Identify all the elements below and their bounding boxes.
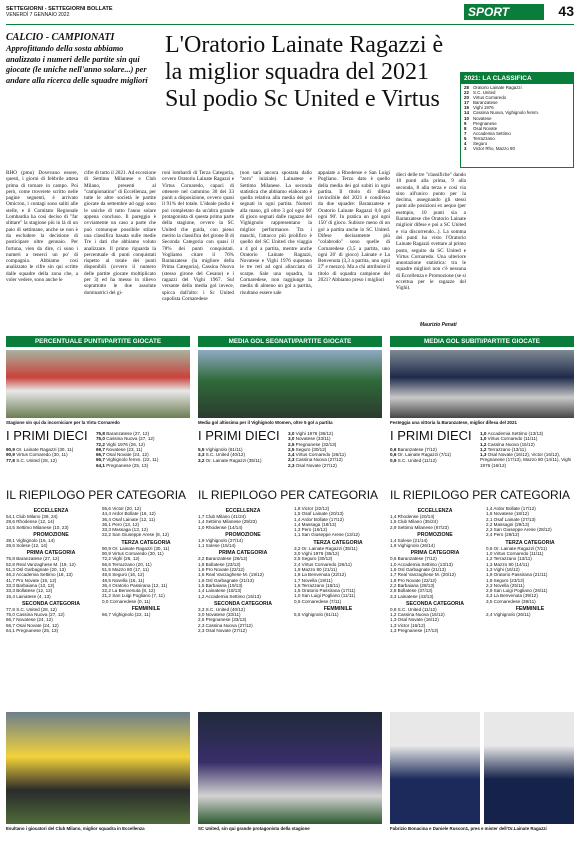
- body-column-4: (non sarà ancora spostata dallo "zero" iniziale). Lainatese e Settimo Milanese. La seconda statistica che abbiamo elaborato è quella relativa alla media dei gol segnati in ogni partita. Numeri alla mano, gli oltre 3 gol ogni 90' di gioco segnati dalle ragazze del Vighignolo rappresentano la miglior performance. Tra i maschi, l'attacco più prolifico è quello del SC United che viaggia a 4 gol a partita, mentre anche Oratorio Lainate Ragazzi, Novatese e Vighi 1976 superano le tre reti ad ogni allacciata di scarpe. Sale una squadra, la Cornaredese, non raggiunge la media di almeno un gol a partita, risultano essere sale: [240, 170, 312, 296]
- category-row: 1,7 Club Milano (41/24): [198, 514, 246, 519]
- riepilogo-col-right: [294, 506, 382, 706]
- category-row: 36,1 Pero (13, 12): [102, 521, 140, 527]
- category-row: 72,2 Vighi (26, 12): [102, 556, 140, 562]
- stat-value: 66,7: [96, 452, 107, 458]
- category-list: [390, 556, 480, 598]
- stat-team: Virtus Cornaredo (26/11): [295, 452, 346, 458]
- category-row: 1,9 Vighignolo (26/14): [390, 543, 435, 549]
- category-heading: SECONDA CATEGORIA: [406, 600, 464, 607]
- body-column-3: roni lombardi di Terza Categoria, ovvero Oratorio Lainate Ragazzi e Virtus Cornaredo, capaci di ottenere nel cammino 30 dei 33 punti a disposizione, ovvero quasi il 91% del totale. L'ideale podio è poi completato da un'altra grande protagonista di questa prima parte della stagione, ovvero la SC United che guida, con pieno merito la classifica del girone B di Seconda Categoria con quasi il 78% dei punti conquistati. Vogliamo citare il 76% Baranzatese (la migliore della Prima Categoria), Cassina Nuova (stesso girone del Cesano) e i ragazzi del Vighi 1967. Sul versante della media gol invece, spicca dall'alto: i Sc United capolista Cornaredese: [162, 170, 234, 302]
- stat-value: 3,2: [198, 457, 206, 463]
- category-heading: SECONDA CATEGORIA: [22, 600, 80, 607]
- page-number: 43: [558, 3, 574, 19]
- category-row: 2,9 San Luigi Pogliano (26/11): [486, 588, 548, 594]
- category-row: 1,0 Virtus Cornaredo (11/11): [486, 551, 544, 557]
- paper-name: SETTEGIORNI - SETTEGIORNI BOLLATE: [6, 6, 113, 12]
- category-heading: PRIMA CATEGORIA: [410, 550, 460, 557]
- category-row: 1,9 Vighignolo (27/14): [198, 537, 243, 543]
- category-row: 1,4 Massaga (18/13): [294, 521, 337, 527]
- primi-dieci-3: [390, 428, 574, 468]
- category-row: 1,5 Oratorio Passirana (17/11): [294, 588, 356, 594]
- category-row: 55,6 Victor (20, 12): [102, 506, 141, 511]
- category-heading: PRIMA CATEGORIA: [26, 550, 76, 557]
- classifica-points: 8: [464, 125, 467, 131]
- category-list: [6, 514, 96, 530]
- category-row: 2,3 Novella (25/11): [486, 582, 525, 588]
- category-row: 1,6 Real Vanzaghese M. (19/12): [198, 572, 264, 578]
- category-row: 36,4 Oratorio Passirana (12, 11): [102, 582, 168, 588]
- primi-dieci-1: [6, 428, 190, 468]
- category-row: 77,8 S.C. United (28, 12): [6, 606, 57, 612]
- category-heading: PROMOZIONE: [417, 531, 453, 538]
- category-row: 1,3 Pero (16/12): [294, 527, 328, 533]
- stat-team: Osal Novate (16/12), Victor (16/12), Pregnanese (17/13), Mazzo 80 (14/11), Vighi 1976 (16/12): [480, 452, 572, 468]
- category-row: 1,9 Seguro (23/12): [486, 577, 525, 583]
- category-row: 0,9 S.C. United (11/12): [390, 606, 437, 612]
- stat-row: [288, 463, 382, 468]
- stat-value: 1,3: [480, 452, 488, 458]
- category-list: [294, 546, 382, 604]
- classifica-points: 14: [464, 110, 469, 116]
- lead-text: Approfittando della sosta abbiamo analizzato i numeri delle partite sin qui giocate (le uniche nell'anno solare...) per andare alla ricerca delle squadre migliori: [6, 44, 148, 85]
- category-row: 3,0 Vighi 1976 (36/12): [294, 551, 340, 557]
- category-list: [6, 607, 96, 633]
- category-row: 1,6 Terrazzano (18/11): [294, 582, 340, 588]
- category-row: 1,7 Novella (19/11): [294, 577, 333, 583]
- classifica-box: [460, 72, 574, 168]
- stat-value: 2,4: [288, 452, 296, 458]
- category-row: 0,6 Or. Lainate Ragazzi (7/11): [486, 545, 547, 551]
- stat-team: Cassina Nuova (15/12): [487, 441, 535, 447]
- issue-date: VENERDÌ 7 GENNAIO 2022: [6, 12, 70, 18]
- category-row: 3,3 La Benvenuta (39/12): [486, 593, 538, 599]
- category-list: [198, 514, 288, 530]
- category-row: 1,6 Osl Garbagnate (21/13): [198, 577, 254, 583]
- category-heading: FEMMINILE: [515, 606, 545, 613]
- bar-percentuale: PERCENTUALE PUNTI/PARTITE GIOCATE: [6, 336, 190, 347]
- category-row: 22,2 La Benvenuta (8, 12): [102, 588, 156, 594]
- category-row: 2,1 Osaf Lainate (27/13): [486, 516, 536, 522]
- riepilogo-col-left: [390, 506, 480, 706]
- bottom-caption-1: Esultano i giocatori del Club Milano, miglior squadra in Eccellenza: [6, 826, 145, 831]
- classifica-points: 28: [464, 85, 469, 90]
- category-list: [198, 607, 288, 633]
- category-row: 46,2 Accademia Settimo (18, 13): [6, 572, 73, 578]
- riepilogo-block-1: [6, 506, 190, 706]
- category-row: 66,7 Novatese (24, 12): [6, 617, 53, 623]
- category-row: 33,3 Barbaiana (13, 13): [6, 582, 55, 588]
- category-row: 1,8 Pro Novate (22/12): [198, 567, 245, 573]
- classifica-points: 3: [464, 146, 467, 152]
- classifica-team: Pregnanese: [473, 120, 497, 126]
- stat-value: 1,2: [480, 441, 488, 447]
- category-row: 1,3 Vighi (16/12): [486, 566, 520, 572]
- category-row: 64,1 Pregnanese (25, 13): [6, 628, 59, 634]
- category-row: 22,2 San Giuseppe Arese (8, 12): [102, 532, 169, 538]
- primi-dieci-title: I PRIMI DIECI: [198, 428, 280, 443]
- stat-team: S.C. United (11/12): [397, 457, 437, 463]
- stat-value: 72,2: [96, 441, 107, 447]
- header-rule: [6, 24, 574, 25]
- stat-team: Baranzatese (7/12): [397, 447, 437, 452]
- stat-team: S.C. United (28, 12): [16, 457, 57, 463]
- stat-team: Seguro (30/12): [295, 446, 327, 452]
- category-row: 1,4 Ardor Bollate (17/12): [294, 516, 344, 522]
- category-row: 1,9 Oratorio Passirana (21/11): [486, 572, 548, 578]
- stat-team: Osal Novate (24, 12): [106, 452, 149, 458]
- headline: L'Oratorio Lainate Ragazzi è la miglior squadra del 2021 Sul podio Sc United e Virtus: [165, 32, 444, 112]
- stat-team: S.C. United (40/12): [205, 452, 245, 458]
- caption-3: Festeggia una vittoria la Baranzatese, miglior difesa del 2021: [390, 420, 517, 425]
- category-row: 41,7 Pro Novate (15, 12): [6, 577, 57, 583]
- stat-value: 69,7: [96, 446, 107, 452]
- category-row: 0,0 Cornaredese (0, 11): [102, 598, 151, 604]
- primi-dieci-title: I PRIMI DIECI: [390, 428, 472, 443]
- category-row: 75,8 Baranzatese (27, 12): [6, 556, 60, 562]
- classifica-team: Virtus Cornaredo: [473, 95, 507, 101]
- category-row: 1,5 Club Milano (35/24): [390, 519, 438, 525]
- stat-value: 2,3: [288, 462, 296, 468]
- stat-value: 75,8: [96, 431, 107, 436]
- classifica-team: Cassina Nuova, Vighignolo femm.: [473, 110, 540, 116]
- category-row: 0,6 Cornaredese (7/11): [294, 598, 342, 604]
- stat-value: 90,9: [6, 447, 17, 452]
- category-list: [390, 538, 480, 549]
- stat-row: [96, 463, 190, 468]
- category-row: 66,7 Osal Novate (24, 12): [6, 622, 59, 628]
- category-list: [294, 612, 382, 617]
- top4-10-list: [96, 431, 190, 468]
- category-row: 28,6 Rhodense (12, 14): [6, 519, 55, 525]
- stat-value: 0,6: [390, 452, 398, 458]
- category-row: 1,4 Settimo Milanese (29/23): [198, 519, 257, 525]
- category-row: 1,0 Rhodense (14/14): [198, 524, 243, 530]
- stat-value: 0,9: [390, 457, 398, 463]
- stat-value: 77,8: [6, 457, 17, 463]
- body-column-5: appaiate a Rhodense e San Luigi Pogliano. Terzo dato è quello della media dei gol subiti in ogni partita. Il titolo di difesa invincibile del 2021 è condiviso da due squadre: Baranzatese e Oratorio Lainate Ragazzi 0,6 gol ogni 90'. In pratica un gol ogni 150' di gioco. Subisce meno di un gol a partita anche lo SC United. Difese decisamente più "colabrodo" sono quelle di Cornaredese (3,5 a partita, uno ogni 26' di gioco) Lainate e La Benvenuta (3,3 a partita, uno ogni 27' e mezzo). Ma a chi attribuire il titolo di squadra campione del 2021? Abbiamo preso i migliori: [318, 170, 390, 284]
- category-row: 2,5 Pregnanese (33/13): [198, 617, 247, 623]
- classifica-team: Accademia Settimo: [473, 130, 511, 136]
- classifica-points: 17: [464, 100, 469, 106]
- primi-dieci-2: [198, 428, 382, 468]
- category-row: 3,3 S.C. United (40/12): [198, 606, 245, 612]
- top4-10-list: [288, 431, 382, 468]
- stat-team: Vighignolo femm. (22, 11): [106, 457, 159, 463]
- category-row: 1,3 Osal Novate (16/12): [390, 617, 439, 623]
- category-list: [294, 506, 382, 538]
- category-heading: ECCELLENZA: [33, 508, 69, 514]
- category-row: 2,4 Virtus Cornaredo (26/11): [294, 561, 352, 567]
- stat-value: 1,0: [480, 431, 488, 436]
- riepilogo-block-3: [390, 506, 574, 706]
- team-photo-baranzatese: [390, 350, 574, 418]
- category-row: 3,3 Lainatese (43/13): [390, 593, 434, 599]
- bar-gol-subiti: MEDIA GOL SUBITI/PARTITE GIOCATE: [390, 336, 574, 347]
- category-heading: ECCELLENZA: [417, 508, 453, 514]
- body-column-2: cifre di tutto il 2021. Ad eccezione di Settimo Milanese e Club Milano, presenti al "campionatino" di Eccellenza, per tutte le altre società le partite giocate da settembre ad oggi sono le uniche di tutto l'anno solare appena concluso. Il pareggio è ovviamente un caso a parte che può comunque possibile stilare una classifica basata sulle medie Tre i dati che abbiamo voluto analizzare. Il primo riguarda la percentuale di punti conquistati rispetto al totale dei punti disponibili (ovvero il numero delle partite giocate moltiplicato per 3) ed ha messo in rilievo soprattutto le due assolute dominatrici del gi-: [84, 170, 156, 296]
- stat-team: Virtus Cornaredo (11/11): [487, 436, 538, 442]
- stat-team: Pregnanese (25, 13): [106, 462, 149, 468]
- category-row: 1,2 Terrazzano (13/11): [486, 556, 532, 562]
- category-row: 1,9 Mazzo 80 (21/11): [294, 566, 338, 572]
- primi-dieci-title: I PRIMI DIECI: [6, 428, 88, 443]
- category-row: 66,7 Vighignolo (22, 11): [102, 612, 151, 618]
- category-row: 66,6 Terrazzano (20, 11): [102, 561, 152, 567]
- classifica-title: 2021: LA CLASSIFICA: [461, 73, 573, 84]
- stat-value: 3,3: [198, 452, 206, 458]
- classifica-team: Osal Novate: [473, 125, 498, 131]
- category-row: 90,9 Virtus Cornaredo (30, 11): [102, 551, 164, 557]
- category-row: 51,5 Mazzo 80 (17, 11): [102, 566, 149, 572]
- category-row: 38,1 Vighignolo (16, 14): [6, 537, 55, 543]
- body-column-1: RHO (pmu) Dovevano essere, questi, i giorni di febbrile attesa prima di tornare in campo. Poi però, come troverete scritto nelle pagine seguenti, è arrivato Omicron, i contagi sono saliti alle stelle, e il Comitato Regionale Lombardia ha così deciso di "far slittare" la stagione più in là di un paio di settimane, anche se non è da escludere la decisione di posticipare oltre gennaio. Per fortuna, vien da dire, ci sono i numeri a tenerci un po' di compagnia. Abbiamo così analizzato le cifre sin qui scritte dalle squadre della zona che, a voler vedere, sono anche le: [6, 170, 78, 284]
- category-row: 3,0 Novatese (33/11): [198, 612, 241, 618]
- classifica-team: Vighi 1976: [473, 105, 494, 111]
- category-row: 1,6 Novatese (18/12): [486, 511, 529, 517]
- classifica-team: Baranzatese: [473, 100, 498, 106]
- category-row: 75,0 Cassina Nuova (27, 12): [6, 612, 65, 618]
- classifica-points: 22: [464, 90, 469, 96]
- stat-team: Novatese (33/11): [295, 436, 331, 442]
- classifica-team: Novatese: [473, 115, 492, 121]
- top3-list: [198, 447, 284, 468]
- riepilogo-title-1: IL RIEPILOGO PER CATEGORIA: [6, 488, 187, 502]
- category-row: 36,4 Osaf Lainate (12, 11): [102, 516, 156, 522]
- category-heading: PRIMA CATEGORIA: [218, 550, 268, 557]
- category-row: 1,1 Solese (15/14): [198, 543, 236, 549]
- category-list: [486, 612, 574, 617]
- stat-row: [198, 458, 284, 463]
- photo-sc-united: [198, 712, 382, 824]
- category-list: [102, 546, 190, 604]
- category-row: 28,6 Solese (12, 14): [6, 543, 48, 549]
- stat-team: Terrazzano (13/11): [487, 446, 526, 452]
- category-list: [102, 612, 190, 617]
- category-row: 1,4 Solese (21/14): [390, 537, 428, 543]
- category-row: 2,5 Seguro (30/12): [294, 556, 333, 562]
- category-heading: ECCELLENZA: [225, 508, 261, 514]
- top3-list: [6, 447, 92, 468]
- category-row: 1,4 Lainatese (18/13): [198, 588, 242, 594]
- stat-row: [480, 452, 574, 468]
- category-row: 2,3 Osal Novate (27/12): [198, 628, 247, 634]
- category-row: 1,0 Accademia Settimo (13/13): [390, 561, 453, 567]
- stat-team: Pregnanese (32/13): [295, 441, 337, 447]
- caption-1: Stagione sin qui da incorniciare per la Virtu Cornaredo: [6, 420, 120, 425]
- category-row: 1,1 San Giuseppe Arese (13/12): [294, 532, 360, 538]
- stat-team: Osal Novate (27/12): [295, 462, 337, 468]
- category-row: 2,4 Vighignolo (26/11): [486, 612, 531, 618]
- category-row: 2,3 Cassina Nuova (27/12): [198, 622, 253, 628]
- kicker: CALCIO - CAMPIONATI: [6, 32, 115, 43]
- stat-team: Baranzatese (27, 12): [106, 431, 150, 436]
- category-row: 3,5 Cornaredese (39/11): [486, 598, 536, 604]
- classifica-list: [461, 84, 573, 152]
- category-row: 1,4 Rhodense (20/14): [390, 514, 435, 519]
- stat-row: [6, 458, 92, 463]
- classifica-team: Oratorio Lainate Ragazzi: [473, 85, 522, 90]
- classifica-row: [464, 146, 570, 151]
- category-row: 48,5 Seguro (16, 12): [102, 572, 145, 578]
- category-row: 1,8 Victor (22/12): [294, 506, 330, 511]
- category-row: 14,5 Settimo Milanese (10, 23): [6, 524, 69, 530]
- riepilogo-title-2: IL RIEPILOGO PER CATEGORIA: [198, 488, 379, 502]
- category-row: 2,4 Pero (29/12): [486, 532, 520, 538]
- category-row: 1,3 Mazzo 80 (14/11): [486, 561, 530, 567]
- classifica-points: 4: [464, 141, 467, 147]
- stat-value: 2,5: [288, 441, 296, 447]
- category-list: [6, 538, 96, 549]
- riepilogo-col-left: [198, 506, 288, 706]
- classifica-points: 20: [464, 95, 469, 101]
- category-heading: FEMMINILE: [323, 606, 353, 613]
- category-list: [486, 506, 574, 538]
- category-row: 0,6 Baranzatese (7/12): [390, 556, 437, 562]
- category-heading: PROMOZIONE: [225, 531, 261, 538]
- stat-team: Accademia Settimo (13/13): [487, 431, 544, 436]
- caption-2: Media gol altissima per il Vighignolo Women, oltre 5 gol a partita: [198, 420, 333, 425]
- category-list: [486, 546, 574, 604]
- stat-row: [390, 458, 476, 463]
- category-list: [102, 506, 190, 538]
- category-row: 2,2 Massagni (29/13): [486, 521, 530, 527]
- stat-team: Cassina Nuova (27, 12): [106, 436, 155, 442]
- category-row: 1,7 Real Vanzaghese M. (20/12): [390, 572, 456, 578]
- stat-team: Vighi 1976 (26, 12): [106, 441, 145, 447]
- category-list: [6, 556, 96, 598]
- category-row: 44,4 Ardor Bollate (16, 12): [102, 511, 156, 517]
- classifica-team: Victor Rho, Mazzo 80: [473, 146, 515, 152]
- stat-value: 1,0: [480, 436, 488, 442]
- category-row: 1,4 Ardor Bollate (17/12): [486, 506, 536, 511]
- category-row: 1,2 Cassina Nuova (15/12): [390, 612, 445, 618]
- category-row: 1,2 Accademia Settimo (15/13): [198, 593, 261, 599]
- classifica-points: 15: [464, 105, 469, 111]
- riepilogo-title-3: IL RIEPILOGO PER CATEGORIA: [390, 488, 571, 502]
- stat-value: 5,5: [198, 447, 206, 452]
- stat-value: 2,3: [288, 457, 296, 463]
- author: Maurizio Penati: [420, 322, 457, 328]
- category-list: [198, 556, 288, 598]
- classifica-team: S.C. United: [473, 90, 496, 96]
- category-heading: FEMMINILE: [131, 606, 161, 613]
- category-row: 2,2 Barbaiana (28/13): [390, 582, 435, 588]
- top4-10-list: [480, 431, 574, 468]
- team-photo-vighignolo: [198, 350, 382, 418]
- masthead: [6, 6, 113, 18]
- category-row: 1,8 La Benvenuta (22/12): [294, 572, 346, 578]
- photo-rusconi: [484, 712, 574, 824]
- classifica-points: 5: [464, 135, 467, 141]
- stat-team: Or. Lainate Ragazzi (35/11): [205, 457, 262, 463]
- category-list: [390, 514, 480, 530]
- riepilogo-block-2: [198, 506, 382, 706]
- category-row: 1,8 Pro Novate (22/12): [390, 577, 437, 583]
- riepilogo-col-right: [102, 506, 190, 706]
- category-row: 1,8 Bollatese (23/13): [198, 561, 241, 567]
- stat-value: 75,0: [96, 436, 107, 442]
- stat-value: 3,0: [288, 436, 296, 442]
- stat-team: Novatese (23, 11): [106, 446, 143, 452]
- category-heading: TERZA CATEGORIA: [121, 539, 171, 546]
- classifica-points: 7: [464, 130, 467, 136]
- category-row: 33,3 Massaga (13, 12): [102, 527, 148, 533]
- classifica-team: Seguro: [473, 141, 488, 147]
- category-heading: PROMOZIONE: [33, 531, 69, 538]
- category-row: 3,2 Or. Lainate Ragazzi (35/11): [294, 545, 358, 551]
- category-row: 52,8 Real Vanzaghese M. (19, 12): [6, 561, 76, 567]
- category-row: 48,5 Novella (16, 11): [102, 577, 145, 583]
- category-row: 15,4 Lainatese (4, 13): [6, 593, 51, 599]
- stat-team: Vighi 1976 (36/12): [295, 431, 334, 436]
- category-row: 1,5 Barbaiana (19/13): [198, 582, 243, 588]
- category-row: 1,6 Osl Garbagnate (21/13): [390, 567, 446, 573]
- riepilogo-col-right: [486, 506, 574, 706]
- top3-list: [390, 447, 476, 468]
- stat-value: 90,9: [6, 452, 17, 458]
- category-row: 1,3 Victor (16/12): [390, 622, 426, 628]
- category-heading: SECONDA CATEGORIA: [214, 600, 272, 607]
- photo-bonacina: [390, 712, 480, 824]
- category-row: 90,9 Or. Lainate Ragazzi (30, 11): [102, 545, 170, 551]
- classifica-points: 9: [464, 120, 467, 126]
- category-row: 1,5 Osaf Lainate (20/13): [294, 511, 344, 517]
- classifica-points: 10: [464, 115, 469, 121]
- stat-value: 66,7: [96, 457, 107, 463]
- category-list: [198, 538, 288, 549]
- category-heading: TERZA CATEGORIA: [313, 539, 363, 546]
- category-heading: TERZA CATEGORIA: [505, 539, 555, 546]
- category-row: 2,2 Baranzatese (26/12): [198, 556, 248, 562]
- stat-value: 1,2: [480, 446, 488, 452]
- category-row: 33,3 Bollatese (12, 12): [6, 588, 53, 594]
- bottom-caption-2: SC United, sin qui grande protagonista della stagione: [198, 826, 310, 831]
- category-row: 2,8 Bollatese (37/13): [390, 588, 433, 594]
- category-row: 54,1 Club Milano (39, 24): [6, 514, 58, 519]
- category-list: [390, 607, 480, 633]
- section-label: SPORT: [464, 4, 544, 20]
- photo-club-milano: [6, 712, 190, 824]
- category-row: 2,3 San Giuseppe Arese (28/12): [486, 527, 552, 533]
- stat-value: 3,0: [288, 431, 296, 436]
- category-row: 51,3 Osl Garbagnate (20, 13): [6, 567, 66, 573]
- stat-team: Virtus Cornaredo (30, 11): [16, 452, 68, 458]
- stat-team: Or. Lainate Ragazzi (7/11): [397, 452, 451, 458]
- stat-value: 64,1: [96, 462, 107, 468]
- category-row: 1,3 Pregnanese (17/13): [390, 628, 439, 634]
- category-row: 1,0 San Luigi Pogliano (11/11): [294, 593, 356, 599]
- bottom-caption-3: Fabrizio Bonacina e Daniele Ruscon1, pres e mister dell'Or.Lainate Ragazzi: [390, 826, 547, 831]
- stat-team: Vighignolo (61/11): [205, 447, 243, 452]
- body-column-6: dieci delle tre "classifiche" dando 10 punti alla prima, 9 alla seconda, 8 alla terza e così via sino all'unico punto per la decima, assegnando gli stessi punti alle posizioni ex aequo (per esempio, 10 punti sia a Baranzatese che Oratorio Lainate miglioir difese e poi a SC United e via discorrendo...). La somma dei punti ha visto l'Oratorio Lainate Ragazzi svettare al primo posto, seguito da SC United e Virtus Cornaredo. Una ulteriore annotazione statistica: tra le squadre migliori non c'è nessuna di Eccellenza e Promozione (se si eccettua per le ragazze del Vighi).: [396, 172, 466, 292]
- classifica-team: Terrazzano: [473, 135, 495, 141]
- stat-team: Cassina Nuova (27/12): [295, 457, 343, 463]
- stat-team: Or. Lainate Ragazzi (30, 11): [16, 447, 74, 452]
- category-row: 2,9 Settimo Milanese (67/23): [390, 524, 449, 530]
- stat-value: 2,5: [288, 446, 296, 452]
- stat-value: 0,6: [390, 447, 398, 452]
- category-row: 5,5 Vighignolo (61/11): [294, 612, 339, 618]
- riepilogo-col-left: [6, 506, 96, 706]
- category-row: 21,2 San Luigi Pogliano (7, 11): [102, 593, 165, 599]
- team-photo-virtus: [6, 350, 190, 418]
- bar-gol-segnati: MEDIA GOL SEGNATI/PARTITE GIOCATE: [198, 336, 382, 347]
